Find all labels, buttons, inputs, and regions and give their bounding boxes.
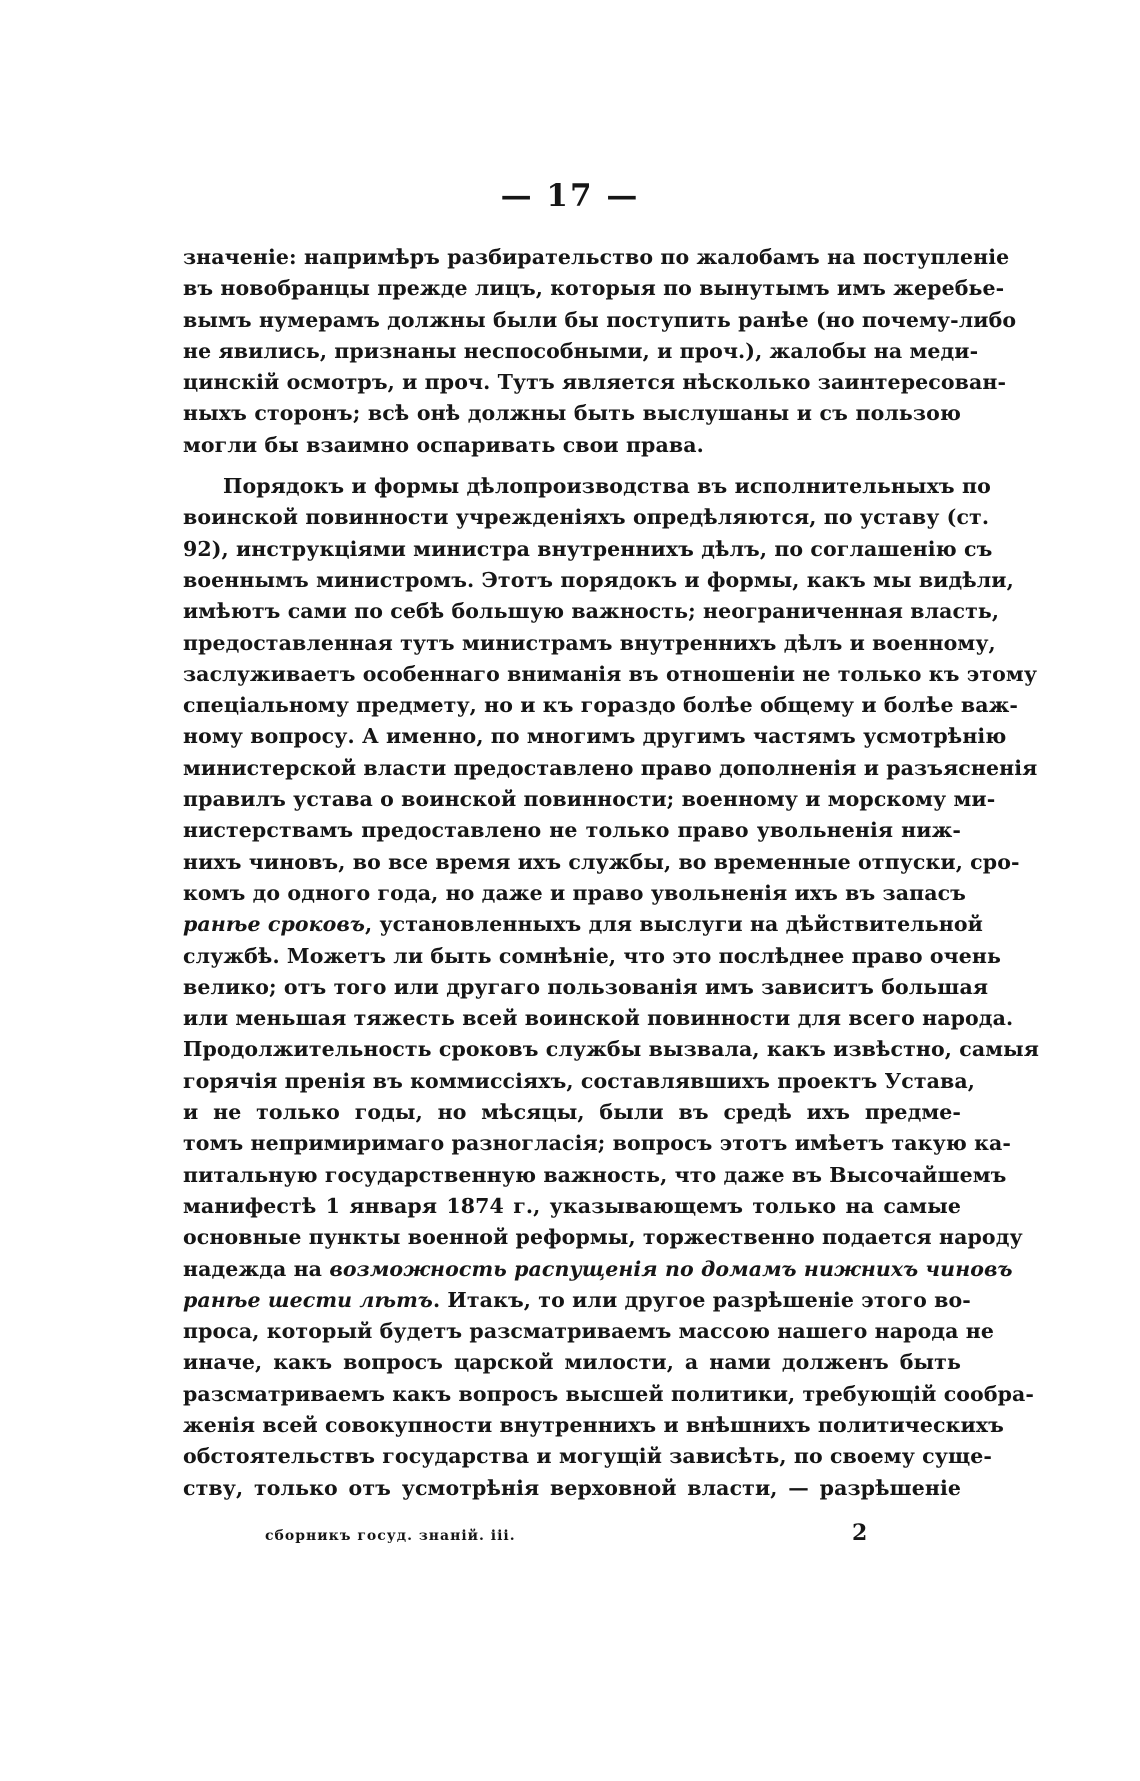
text-line: проса, который будетъ разсматриваемъ массою нашего народа не — [183, 1319, 994, 1344]
text-line — [183, 1254, 1013, 1285]
text-line: заслуживаетъ особеннаго вниманія въ отношеніи не только къ этому — [183, 661, 1038, 686]
page-number: — 17 — — [500, 178, 640, 214]
text-line: женія всей совокупности внутреннихъ и внѣшнихъ политическихъ — [183, 1412, 1004, 1437]
text-line: манифестѣ 1 января 1874 г., указывающемъ только на самые — [183, 1193, 961, 1218]
signature-mark: 2 — [852, 1520, 868, 1546]
text-line: вымъ нумерамъ должны были бы поступить ранѣе (но почему-либо — [183, 307, 1017, 332]
text-line: Порядокъ и формы дѣлопроизводства въ исполнительныхъ по — [223, 474, 991, 499]
text-line: иначе, какъ вопросъ царской милости, а нами долженъ быть — [183, 1350, 961, 1375]
text-line: министерской власти предоставлено право дополненія и разъясненія — [183, 755, 1038, 780]
paragraph-gap — [183, 461, 961, 471]
text-line: 92), инструкціями министра внутреннихъ дѣлъ, по соглашенію съ — [183, 536, 993, 561]
text-line: нистерствамъ предоставлено не только право увольненія ниж- — [183, 818, 961, 843]
text-line: правилъ устава о воинской повинности; военному и морскому ми- — [183, 787, 996, 812]
text-line: Продолжительность сроковъ службы вызвала, какъ извѣстно, самыя — [183, 1037, 1039, 1062]
paragraph-2 — [183, 471, 1039, 1504]
text-line: воинской повинности учрежденіяхъ опредѣляются, по уставу (ст. — [183, 505, 990, 530]
text-fragment: . Итакъ, то или другое разрѣшеніе этого во- — [432, 1287, 971, 1312]
italic-phrase: ранѣе сроковъ — [183, 912, 365, 937]
text-line: обстоятельствъ государства и могущій зависѣть, по своему суще- — [183, 1444, 993, 1469]
text-line: горячія пренія въ коммиссіяхъ, составлявшихъ проектъ Устава, — [183, 1068, 975, 1093]
text-line — [183, 909, 983, 940]
italic-phrase: возможность распущенія по домамъ нижнихъ чиновъ — [329, 1256, 1013, 1281]
text-line: цинскій осмотръ, и проч. Тутъ является нѣсколько заинтересован- — [183, 370, 1007, 395]
text-line: въ новобранцы прежде лицъ, которыя по вынутымъ имъ жеребье- — [183, 276, 1005, 301]
body-text — [183, 242, 1039, 1504]
text-line: и не только годы, но мѣсяцы, были въ средѣ ихъ предме- — [183, 1100, 961, 1125]
text-line: питальную государственную важность, что даже въ Высочайшемъ — [183, 1162, 1007, 1187]
text-line: не явились, признаны неспособными, и проч.), жалобы на меди- — [183, 338, 979, 363]
text-line: нихъ чиновъ, во все время ихъ службы, во временные отпуски, сро- — [183, 849, 1020, 874]
text-line: спеціальному предмету, но и къ гораздо болѣе общему и болѣе важ- — [183, 693, 1018, 718]
text-line: или меньшая тяжесть всей воинской повинности для всего народа. — [183, 1006, 1014, 1031]
text-line: томъ непримиримаго разногласія; вопросъ этотъ имѣетъ такую ка- — [183, 1131, 1012, 1156]
text-fragment: надежда на — [183, 1256, 330, 1281]
italic-phrase: ранѣе шести лѣтъ — [183, 1287, 433, 1312]
text-line: имѣютъ сами по себѣ большую важность; неограниченная власть, — [183, 599, 1000, 624]
text-line: ныхъ сторонъ; всѣ онѣ должны быть выслушаны и съ пользою — [183, 401, 961, 426]
footer-title: сборникъ госуд. знаній. ііі. — [265, 1528, 516, 1544]
text-line: ному вопросу. А именно, по многимъ другимъ частямъ усмотрѣнію — [183, 724, 1007, 749]
text-line: разсматриваемъ какъ вопросъ высшей политики, требующій сообра- — [183, 1381, 1035, 1406]
text-line: ству, только отъ усмотрѣнія верховной власти, — разрѣшеніе — [183, 1475, 961, 1500]
text-line: военнымъ министромъ. Этотъ порядокъ и формы, какъ мы видѣли, — [183, 567, 1014, 592]
text-line: основные пункты военной реформы, торжественно подается народу — [183, 1225, 1023, 1250]
text-line: могли бы взаимно оспаривать свои права. — [183, 432, 704, 457]
paragraph-1 — [183, 242, 1017, 461]
text-line: велико; отъ того или другаго пользованія имъ зависитъ большая — [183, 974, 989, 999]
text-line: комъ до одного года, но даже и право увольненія ихъ въ запасъ — [183, 880, 967, 905]
text-line: службѣ. Можетъ ли быть сомнѣніе, что это послѣднее право очень — [183, 943, 1002, 968]
text-fragment: , установленныхъ для выслуги на дѣйствительной — [364, 912, 983, 937]
text-line — [183, 1285, 971, 1316]
text-line: значеніе: напримѣръ разбирательство по жалобамъ на поступленіе — [183, 245, 1010, 269]
text-line: предоставленная тутъ министрамъ внутреннихъ дѣлъ и военному, — [183, 630, 996, 655]
